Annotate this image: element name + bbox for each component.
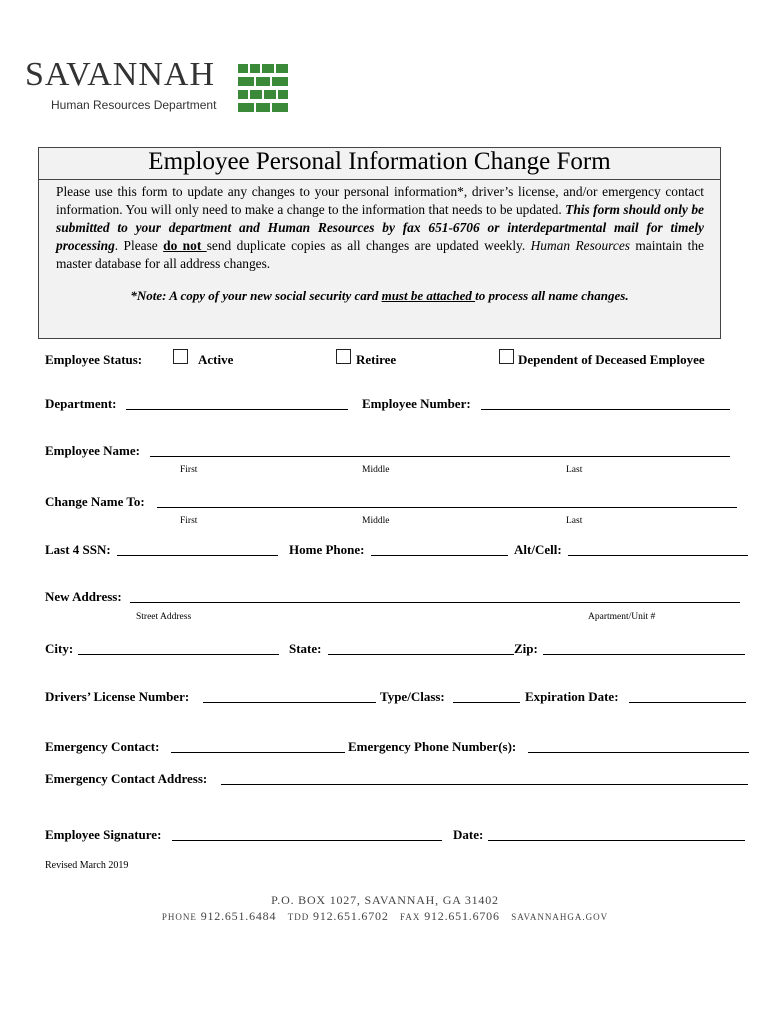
ssn-note [39,288,720,304]
intro-text-3: send duplicate copies as all changes are updated weekly. [206,238,531,253]
tdd-label: TDD [287,912,310,922]
phone-label: PHONE [161,912,197,922]
employee-status-label: Employee Status: [45,352,143,367]
note-text-2: to process all name changes. [475,288,629,303]
zip-field[interactable] [543,654,745,655]
website: SAVANNAHGA.GOV [511,912,609,922]
info-box [38,147,721,339]
note-underline: must be attached [381,288,476,303]
type-class-label: Type/Class: [380,689,445,704]
footer-address: P.O. BOX 1027, SAVANNAH, GA 31402 [271,893,499,907]
active-checkbox[interactable] [173,349,188,364]
emergency-address-label: Emergency Contact Address: [45,771,208,786]
date-field[interactable] [488,840,745,841]
alt-cell-field[interactable] [568,555,748,556]
state-label: State: [289,641,322,656]
instructions-paragraph [56,183,704,273]
intro-underline-text: do not [163,238,207,253]
expiration-label: Expiration Date: [525,689,619,704]
signature-field[interactable] [172,840,442,841]
first-caption: First [180,465,198,475]
city-field[interactable] [78,654,279,655]
intro-text-1: Please use this form to update any changes to your personal information*, driver’s license, and/or emergency contact information. You will only need to make a change to the information that needs to be updated. [56,184,704,217]
logo-department: Human Resources Department [51,98,217,112]
zip-label: Zip: [514,641,538,656]
expiration-field[interactable] [629,702,746,703]
emergency-phone-field[interactable] [528,752,749,753]
change-name-label: Change Name To: [45,494,145,509]
intro-text-2: . Please [114,238,164,253]
middle-caption: Middle [362,465,390,475]
note-text-1: *Note: A copy of your new social security card [130,288,382,303]
retiree-label: Retiree [356,352,397,367]
ssn-field[interactable] [117,555,278,556]
last-caption-2: Last [566,516,583,526]
ssn-label: Last 4 SSN: [45,542,111,557]
alt-cell-label: Alt/Cell: [514,542,562,557]
tdd-number: 912.651.6702 [313,909,389,923]
drivers-license-label: Drivers’ License Number: [45,689,190,704]
intro-text-4: maintain the master database for all address changes. [56,238,704,271]
last-caption: Last [566,465,583,475]
footer-contacts [0,909,770,924]
apartment-caption: Apartment/Unit # [588,612,656,622]
logo-wordmark: SAVANNAH [25,56,216,93]
employee-number-field[interactable] [481,409,730,410]
emergency-address-field[interactable] [221,784,748,785]
fax-label: FAX [400,912,421,922]
new-address-field[interactable] [130,602,740,603]
dependent-label: Dependent of Deceased Employee [518,352,705,367]
first-caption-2: First [180,516,198,526]
department-label: Department: [45,396,117,411]
employee-name-field[interactable] [150,456,730,457]
intro-italic-text: Human Resources [530,238,630,253]
new-address-label: New Address: [45,589,122,604]
emergency-contact-label: Emergency Contact: [45,739,160,754]
signature-label: Employee Signature: [45,827,162,842]
brick-logo-icon [238,64,288,112]
change-name-field[interactable] [157,507,737,508]
title-divider [38,179,721,180]
emergency-contact-field[interactable] [171,752,345,753]
department-field[interactable] [126,409,348,410]
middle-caption-2: Middle [362,516,390,526]
employee-number-label: Employee Number: [362,396,471,411]
drivers-license-field[interactable] [203,702,376,703]
state-field[interactable] [328,654,514,655]
type-class-field[interactable] [453,702,520,703]
phone-number: 912.651.6484 [200,909,277,923]
date-label: Date: [453,827,484,842]
street-address-caption: Street Address [136,612,192,622]
dependent-checkbox[interactable] [499,349,514,364]
retiree-checkbox[interactable] [336,349,351,364]
intro-bold-text: This form should only be submitted to your department and Human Resources by fax 651-6706 or interdepartmental mail for timely processing [56,202,704,253]
city-label: City: [45,641,74,656]
revised-date: Revised March 2019 [45,860,129,871]
home-phone-field[interactable] [371,555,508,556]
active-label: Active [198,352,234,367]
form-title: Employee Personal Information Change Form [148,148,611,175]
employee-name-label: Employee Name: [45,443,140,458]
home-phone-label: Home Phone: [289,542,365,557]
fax-number: 912.651.6706 [424,909,500,923]
emergency-phone-label: Emergency Phone Number(s): [348,739,517,754]
